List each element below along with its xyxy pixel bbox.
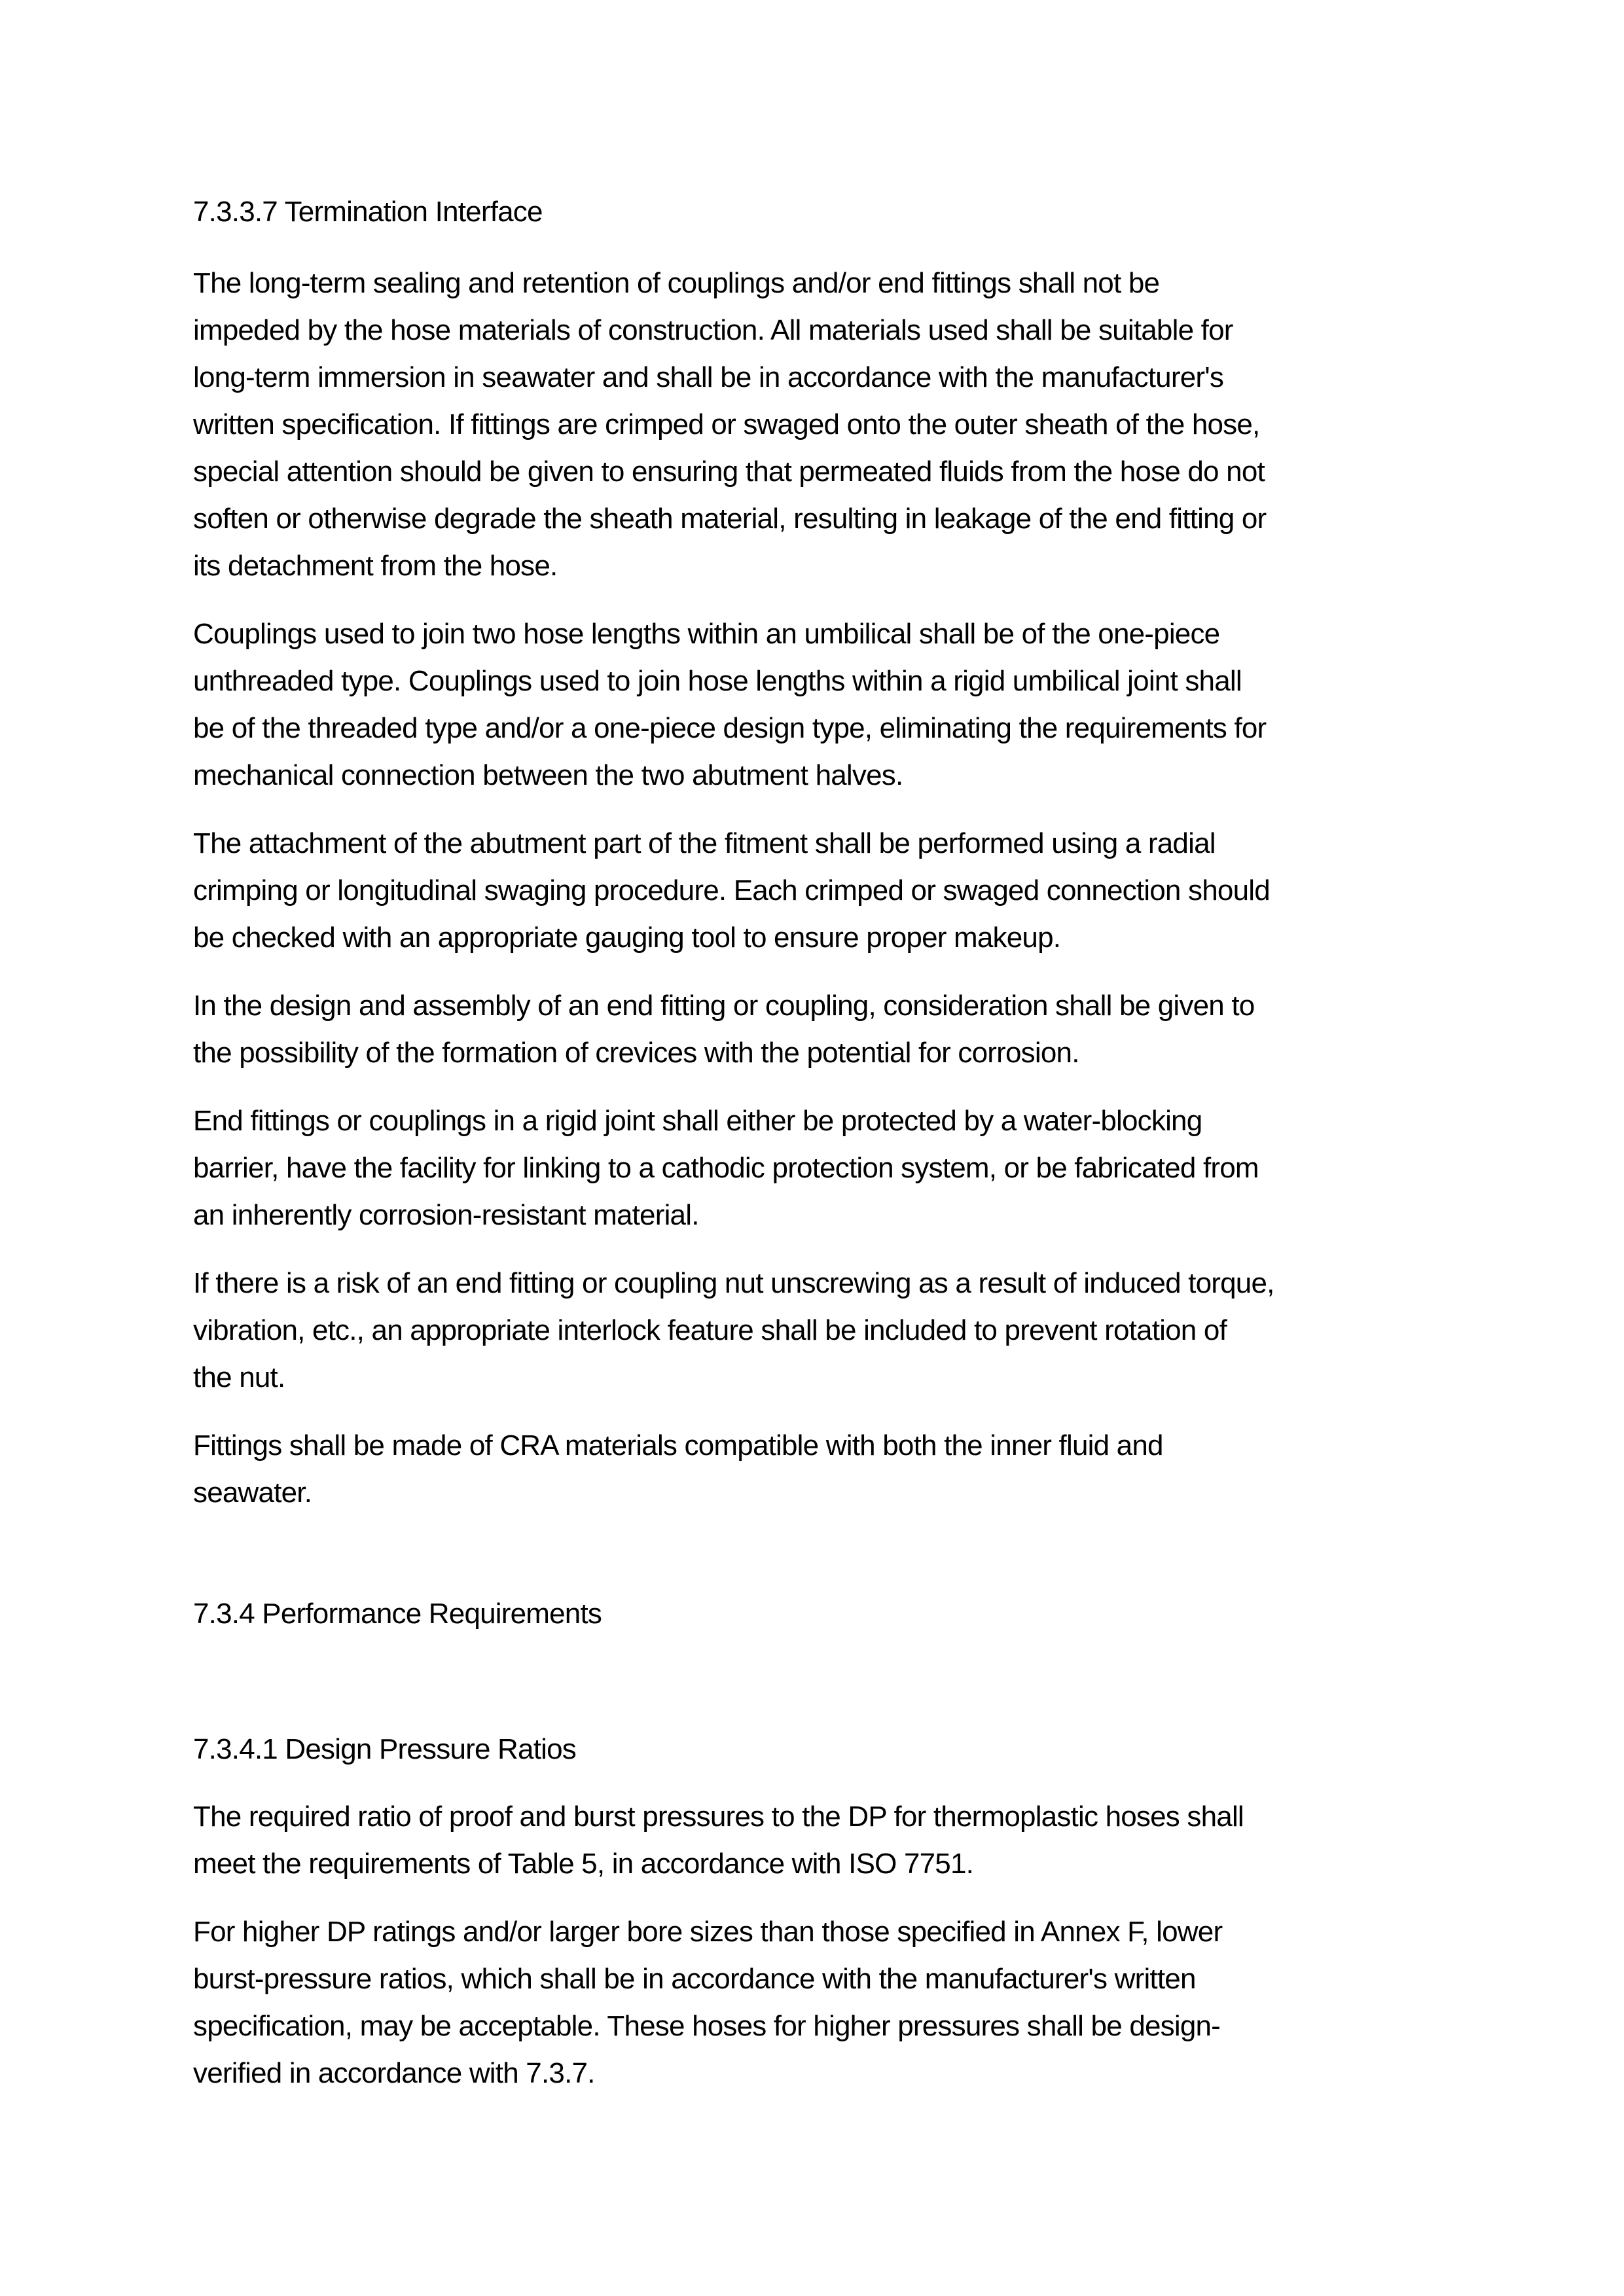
text-line: crimping or longitudinal swaging procedure. Each crimped or swaged connection should [193, 874, 1270, 906]
text-line: burst-pressure ratios, which shall be in accordance with the manufacturer's written [193, 1963, 1196, 1995]
text-line: The required ratio of proof and burst pressures to the DP for thermoplastic hoses shall [193, 1801, 1244, 1833]
text-line: Couplings used to join two hose lengths within an umbilical shall be of the one-piece [193, 618, 1220, 650]
text-line: seawater. [193, 1477, 312, 1509]
text-line: specification, may be acceptable. These hoses for higher pressures shall be design- [193, 2010, 1221, 2042]
paragraph-cra-materials [193, 1422, 1163, 1516]
heading-text: 7.3.3.7 Termination Interface [193, 196, 543, 228]
paragraph-abutment-attachment [193, 820, 1270, 961]
paragraph-rigid-joint-protection [193, 1098, 1259, 1239]
text-line: For higher DP ratings and/or larger bore sizes than those specified in Annex F, lower [193, 1916, 1223, 1948]
text-line: If there is a risk of an end fitting or coupling nut unscrewing as a result of induced torque, [193, 1267, 1274, 1299]
text-line: End fittings or couplings in a rigid joint shall either be protected by a water-blocking [193, 1105, 1202, 1137]
paragraph-crevice-corrosion [193, 982, 1254, 1077]
paragraph-higher-dp-ratings [193, 1909, 1222, 2097]
text-line: meet the requirements of Table 5, in accordance with ISO 7751. [193, 1848, 974, 1880]
heading-text: 7.3.4 Performance Requirements [193, 1598, 602, 1630]
text-line: be of the threaded type and/or a one-piece design type, eliminating the requirements for [193, 712, 1267, 744]
text-line: vibration, etc., an appropriate interlock feature shall be included to prevent rotation of [193, 1314, 1227, 1346]
heading-text: 7.3.4.1 Design Pressure Ratios [193, 1733, 576, 1765]
text-line: the nut. [193, 1361, 285, 1393]
paragraph-couplings-types [193, 611, 1266, 799]
paragraph-pressure-ratio-table5 [193, 1793, 1244, 1888]
text-line: written specification. If fittings are crimped or swaged onto the outer sheath of the hose, [193, 408, 1260, 440]
text-line: Fittings shall be made of CRA materials compatible with both the inner fluid and [193, 1429, 1163, 1462]
text-line: impeded by the hose materials of construction. All materials used shall be suitable for [193, 314, 1233, 346]
paragraph-interlock-feature [193, 1260, 1274, 1401]
heading-design-pressure-ratios [193, 1726, 576, 1773]
text-line: the possibility of the formation of crevices with the potential for corrosion. [193, 1037, 1079, 1069]
text-line: its detachment from the hose. [193, 550, 558, 582]
text-line: barrier, have the facility for linking to a cathodic protection system, or be fabricated from [193, 1152, 1259, 1184]
text-line: special attention should be given to ensuring that permeated fluids from the hose do not [193, 456, 1265, 488]
paragraph-sealing-retention [193, 260, 1266, 590]
text-line: be checked with an appropriate gauging tool to ensure proper makeup. [193, 922, 1061, 954]
text-line: long-term immersion in seawater and shall be in accordance with the manufacturer's [193, 361, 1224, 393]
heading-termination-interface [193, 188, 543, 236]
heading-performance-requirements [193, 1590, 602, 1638]
text-line: an inherently corrosion-resistant material. [193, 1199, 699, 1231]
document-content [193, 0, 1424, 2118]
text-line: The attachment of the abutment part of the fitment shall be performed using a radial [193, 827, 1216, 859]
text-line: The long-term sealing and retention of couplings and/or end fittings shall not be [193, 267, 1160, 299]
text-line: verified in accordance with 7.3.7. [193, 2057, 595, 2089]
text-line: soften or otherwise degrade the sheath material, resulting in leakage of the end fitting or [193, 503, 1267, 535]
text-line: mechanical connection between the two abutment halves. [193, 759, 903, 791]
text-line: unthreaded type. Couplings used to join hose lengths within a rigid umbilical joint shall [193, 665, 1242, 697]
text-line: In the design and assembly of an end fitting or coupling, consideration shall be given to [193, 990, 1255, 1022]
